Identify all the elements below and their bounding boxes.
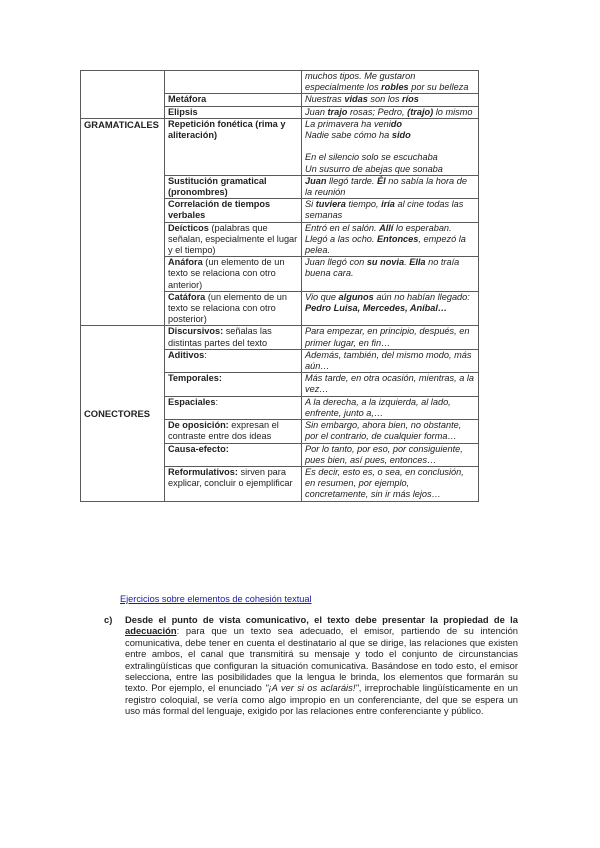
exercises-link[interactable]: Ejercicios sobre elementos de cohesión textual [120,594,312,604]
example-cell [302,326,479,349]
text-run: Nuestras [305,94,345,105]
device-cell [165,94,302,106]
text-run: "¡A ver si os aclaráis!" [265,682,359,694]
text-run: Sustitución gramatical (pronombres) [168,175,267,198]
text-run: iría [381,199,395,210]
text-run: sido [391,130,411,141]
example-cell [302,291,479,326]
text-run: (un elemento de un texto se relaciona con otro anterior) [168,257,285,290]
example-cell [302,373,479,396]
text-run: no traía buena cara. [305,257,460,279]
text-run: Correlación de tiempos verbales [168,199,271,221]
device-cell [165,420,302,443]
adequacy-paragraph [104,614,518,717]
example-cell [302,349,479,372]
text-run: , empezó la pelea. [305,233,466,256]
text-run: A la derecha, a la izquierda, al lado, enfrente, junto a,… [305,396,451,418]
category-cell [81,71,165,119]
text-run: (un elemento de un texto se relaciona con otro posterior) [168,291,288,325]
text-run: Reformulativos: [168,466,238,477]
text-run: Más tarde, en otra ocasión, mientras, a la vez… [305,373,475,395]
text-run: Elipsis [168,106,198,117]
example-cell [302,443,479,466]
text-run: Espaciales [168,396,216,407]
category-cell [81,118,165,326]
device-cell [165,106,302,118]
text-run: tiempo, [345,199,382,210]
cohesion-table [80,70,479,502]
example-cell [302,175,479,198]
category-label: GRAMATICALES [84,118,159,130]
text-run: Desde el punto de vista comunicativo, el texto debe presentar la propiedad de la [125,614,518,625]
text-run: expresan el contraste entre dos ideas [168,420,279,442]
text-run: Llegó a las ocho. [305,233,378,244]
text-run: trajo [327,106,348,117]
table-row [81,118,479,175]
text-run: En el silencio solo se escuchaba [305,152,438,163]
text-run: : [204,349,207,360]
text-run: no sabía la hora de la reunión [305,175,467,198]
cohesion-table-body [81,71,479,502]
text-run: , irreprochable lingüísticamente en un registro coloquial, se vería como algo impropio en un conferenciante, del que se espera un uso más formal del lenguaje, exigido por las relaciones entre conferenciante y público. [125,682,518,717]
device-cell [165,175,302,198]
text-run: : [215,396,219,407]
text-run: Repetición fonética (rima y aliteración) [168,118,286,141]
text-run: lo mismo [433,106,473,117]
category-label: CONECTORES [84,407,150,419]
text-run: Un susurro de abejas que sonaba [305,163,443,174]
device-cell [165,222,302,257]
category-cell [81,326,165,501]
text-run: su novia [366,257,405,268]
text-run: tuviera [315,199,346,210]
text-run: Discursivos: [168,326,224,337]
text-run: Nadie sabe cómo ha [305,130,392,141]
text-run: algunos [338,291,374,302]
table-row [81,71,479,94]
example-cell [302,199,479,222]
text-run: rosas; Pedro, [347,106,408,117]
example-cell [302,257,479,292]
example-cell [302,466,479,501]
text-run: lo esperaban. [393,222,452,233]
example-cell [302,106,479,118]
text-run: Anáfora [168,257,203,268]
text-run: Sin embargo, ahora bien, no obstante, por el contrario, de cualquier forma… [305,420,462,442]
example-cell [302,118,479,175]
text-run: Metáfora [168,94,207,105]
device-cell [165,257,302,292]
text-run: Entró en el salón. [305,222,380,233]
text-run: Catáfora [168,291,206,302]
text-run: llegó tarde. [326,175,378,186]
device-cell [165,118,302,175]
text-run: señalas las distintas partes del texto [168,326,272,348]
text-run: robles [381,82,409,93]
text-run: Deícticos [168,222,209,233]
example-cell [302,71,479,94]
example-cell [302,222,479,257]
text-run: por su belleza [408,82,469,93]
text-run: Pedro Luisa, Mercedes, Aníbal… [305,303,448,314]
text-run: Causa-efecto: [168,443,229,454]
device-cell [165,466,302,501]
device-cell [165,326,302,349]
device-cell [165,291,302,326]
text-run: Él [377,175,386,186]
text-run: Para empezar, en principio, después, en primer lugar, en fin… [305,326,470,348]
text-run: al cine todas las semanas [305,199,464,221]
text-run: La primavera ha veni [305,118,391,129]
text-run: adecuación [125,625,177,637]
example-cell [302,396,479,419]
text-run: aún no habían llegado: [373,291,470,302]
text-run: son los [367,94,403,105]
text-run: : para que un texto sea adecuado, el emisor, partiendo de su intención comunicativa, debe tener en cuenta el destinatario al que se dirige, las relaciones que existen entre ambos, el canal que transmitirá su mensaje y todo el conjunto de circunstancias extralingüísticas que configuran la situación comunicativa. Basándose en todo esto, el emisor selecciona, entre las posibilidades que la lengua le brinda, los elementos que formarán su texto. Por ejemplo, el enunciado [125,625,518,694]
device-cell [165,443,302,466]
text-run: Allí [379,222,394,233]
text-run: vidas [344,94,368,105]
text-run: Entonces [377,233,419,244]
text-run: muchos tipos. Me gustaron especialmente los [305,71,416,93]
adequacy-text [125,614,518,717]
example-cell [302,420,479,443]
text-run: do [390,118,403,129]
device-cell [165,396,302,419]
text-run: Juan llegó con [305,257,367,268]
text-run: . [404,257,410,268]
text-run: Además, también, del mismo modo, más aún… [305,349,472,372]
text-run: Aditivos [168,349,205,360]
text-run: De oposición: [168,420,229,431]
text-run: (palabras que señalan, especialmente el lugar y el tiempo) [168,222,298,256]
device-cell [165,199,302,222]
text-run: Juan [305,106,328,117]
device-cell [165,349,302,372]
device-cell [165,373,302,396]
device-cell [165,71,302,94]
text-run: Vio que [305,291,339,302]
table-row [81,326,479,349]
text-run: Juan [305,175,327,186]
text-run: Temporales: [168,373,222,384]
text-run: sirven para explicar, concluir o ejemplificar [168,466,293,489]
example-cell [302,94,479,106]
text-run: ríos [402,94,419,105]
text-run: (trajo) [407,106,434,117]
list-marker: c) [104,614,113,625]
text-run: Por lo tanto, por eso, por consiguiente, pues bien, así pues, entonces… [305,443,463,465]
text-run: Si [305,199,316,210]
text-run: Es decir, esto es, o sea, en conclusión, en resumen, por ejemplo, concretamente, sin ir más lejos… [305,466,464,500]
text-run: Ella [409,257,426,268]
